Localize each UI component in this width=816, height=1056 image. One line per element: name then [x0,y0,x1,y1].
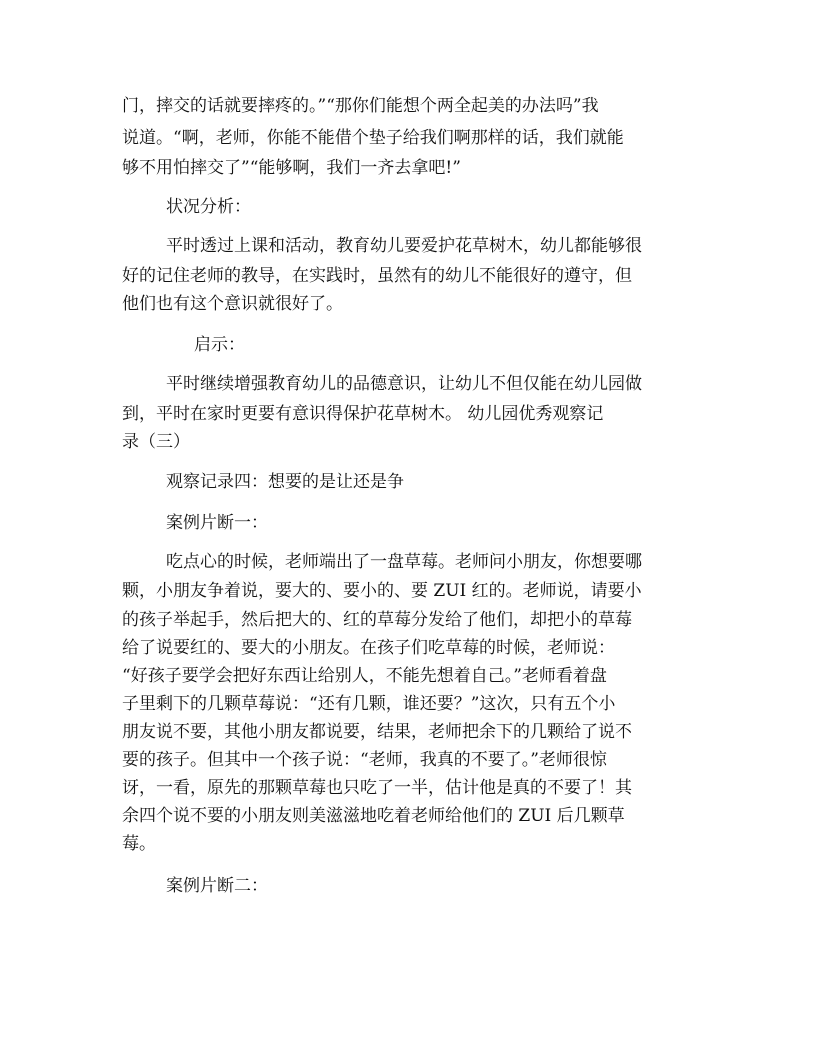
text-line: 余四个说不要的小朋友则美滋滋地吃着老师给他们的 ZUI 后几颗草 [122,806,625,826]
text-line: 子里剩下的几颗草莓说：“还有几颗，谁还要？”这次，只有五个小 [122,694,616,714]
text-line: 给了说要红的、要大的小朋友。在孩子们吃草莓的时候，老师说： [122,638,615,658]
text-line: 平时透过上课和活动，教育幼儿要爱护花草树木，幼儿都能够很 [166,236,642,256]
text-line: 要的孩子。但其中一个孩子说：“老师，我真的不要了。”老师很惊 [122,750,607,770]
section-heading: 案例片断一： [166,513,268,533]
text-line: 到，平时在家时更要有意识得保护花草树木。 幼儿园优秀观察记 [122,404,604,424]
text-line: 他们也有这个意识就很好了。 [122,294,343,314]
text-line: 的孩子举起手，然后把大的、红的草莓分发给了他们，却把小的草莓 [122,610,632,630]
text-line: “好孩子要学会把好东西让给别人，不能先想着自己。”老师看着盘 [122,666,607,686]
text-line: 吃点心的时候，老师端出了一盘草莓。老师问小朋友，你想要哪 [166,552,642,572]
text-line: 录（三） [122,432,190,452]
text-line: 平时继续增强教育幼儿的品德意识，让幼儿不但仅能在幼儿园做 [166,374,642,394]
text-line: 朋友说不要，其他小朋友都说要，结果，老师把余下的几颗给了说不 [122,722,632,742]
text-line: 门，摔交的话就要摔疼的。”“那你们能想个两全起美的办法吗”我 [122,96,599,116]
text-line: 颗，小朋友争着说，要大的、要小的、要 ZUI 红的。老师说，请要小 [122,581,642,601]
section-heading: 状况分析： [166,197,251,217]
text-line: 莓。 [122,834,156,854]
text-line: 说道。“啊，老师，你能不能借个垫子给我们啊那样的话，我们就能 [122,128,624,148]
text-line: 好的记住老师的教导，在实践时，虽然有的幼儿不能很好的遵守，但 [122,266,632,286]
section-heading: 案例片断二： [166,876,268,896]
text-line: 够不用怕摔交了”“能够啊，我们一齐去拿吧!” [122,158,461,178]
section-heading: 观察记录四：想要的是让还是争 [166,472,404,492]
section-heading: 启示： [194,335,245,355]
text-line: 讶，一看，原先的那颗草莓也只吃了一半，估计他是真的不要了！其 [122,778,632,798]
